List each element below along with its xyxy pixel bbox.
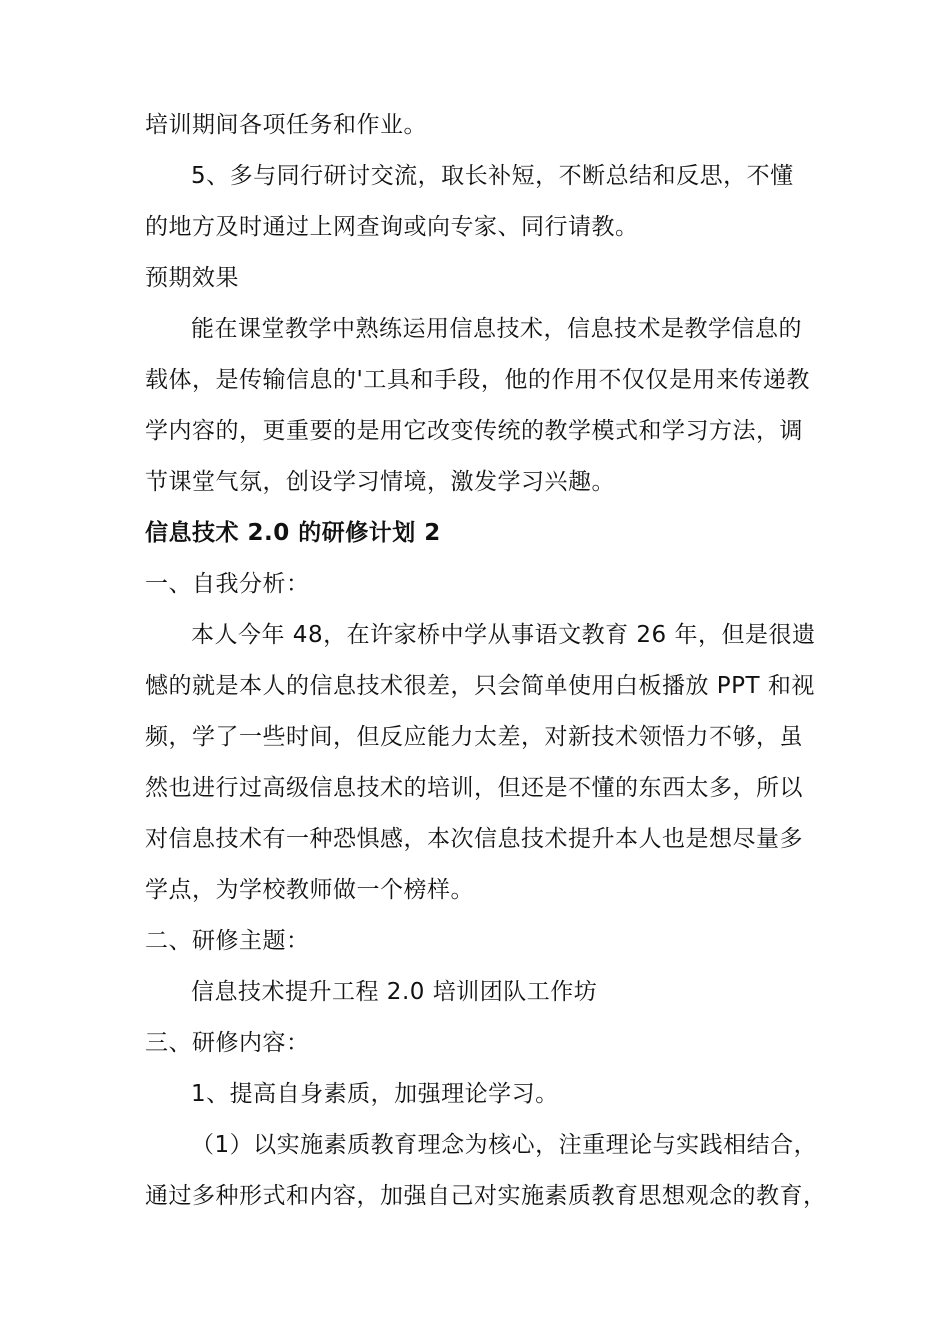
paragraph-continuation (145, 100, 815, 151)
paragraph-self-analysis (145, 610, 815, 916)
text-line: 培训期间各项任务和作业。 (145, 112, 427, 138)
heading-self-analysis (145, 559, 815, 610)
text-line: 载体，是传输信息的'工具和手段，他的作用不仅仅是用来传递教 (145, 367, 810, 393)
text-line: 本人今年 48，在许家桥中学从事语文教育 26 年，但是很遗 (191, 622, 816, 648)
text-line: 对信息技术有一种恐惧感，本次信息技术提升本人也是想尽量多 (145, 826, 803, 852)
heading-expected-effect (145, 253, 815, 304)
text-line: 能在课堂教学中熟练运用信息技术，信息技术是教学信息的 (191, 316, 802, 342)
paragraph-expected-effect (145, 304, 815, 508)
heading-study-theme (145, 916, 815, 967)
text-line: 5、多与同行研讨交流，取长补短，不断总结和反思，不懂 (191, 163, 794, 189)
text-line: 学内容的，更重要的是用它改变传统的教学模式和学习方法，调 (145, 418, 803, 444)
text-line: 通过多种形式和内容，加强自己对实施素质教育思想观念的教育， (145, 1183, 827, 1209)
text-line: 一、自我分析： (145, 571, 310, 597)
text-line: 憾的就是本人的信息技术很差，只会简单使用白板播放 PPT 和视 (145, 673, 815, 699)
text-line: 学点，为学校教师做一个榜样。 (145, 877, 474, 903)
text-line: 1、提高自身素质，加强理论学习。 (191, 1081, 559, 1107)
paragraph-study-theme (145, 967, 815, 1018)
paragraph-item-1 (145, 1069, 815, 1120)
text-line: 信息技术 2.0 的研修计划 2 (145, 520, 441, 546)
text-line: 的地方及时通过上网查询或向专家、同行请教。 (145, 214, 639, 240)
text-line: 信息技术提升工程 2.0 培训团队工作坊 (191, 979, 598, 1005)
section-title-plan-2 (145, 508, 815, 559)
text-line: 预期效果 (145, 265, 239, 291)
text-line: （1）以实施素质教育理念为核心，注重理论与实践相结合， (191, 1132, 818, 1158)
text-line: 三、研修内容： (145, 1030, 310, 1056)
paragraph-item-1-1 (145, 1120, 827, 1222)
text-line: 频，学了一些时间，但反应能力太差，对新技术领悟力不够，虽 (145, 724, 803, 750)
text-line: 节课堂气氛，创设学习情境，激发学习兴趣。 (145, 469, 615, 495)
text-line: 然也进行过高级信息技术的培训，但还是不懂的东西太多，所以 (145, 775, 803, 801)
paragraph-item-5 (145, 151, 815, 253)
heading-study-content (145, 1018, 815, 1069)
text-line: 二、研修主题： (145, 928, 310, 954)
